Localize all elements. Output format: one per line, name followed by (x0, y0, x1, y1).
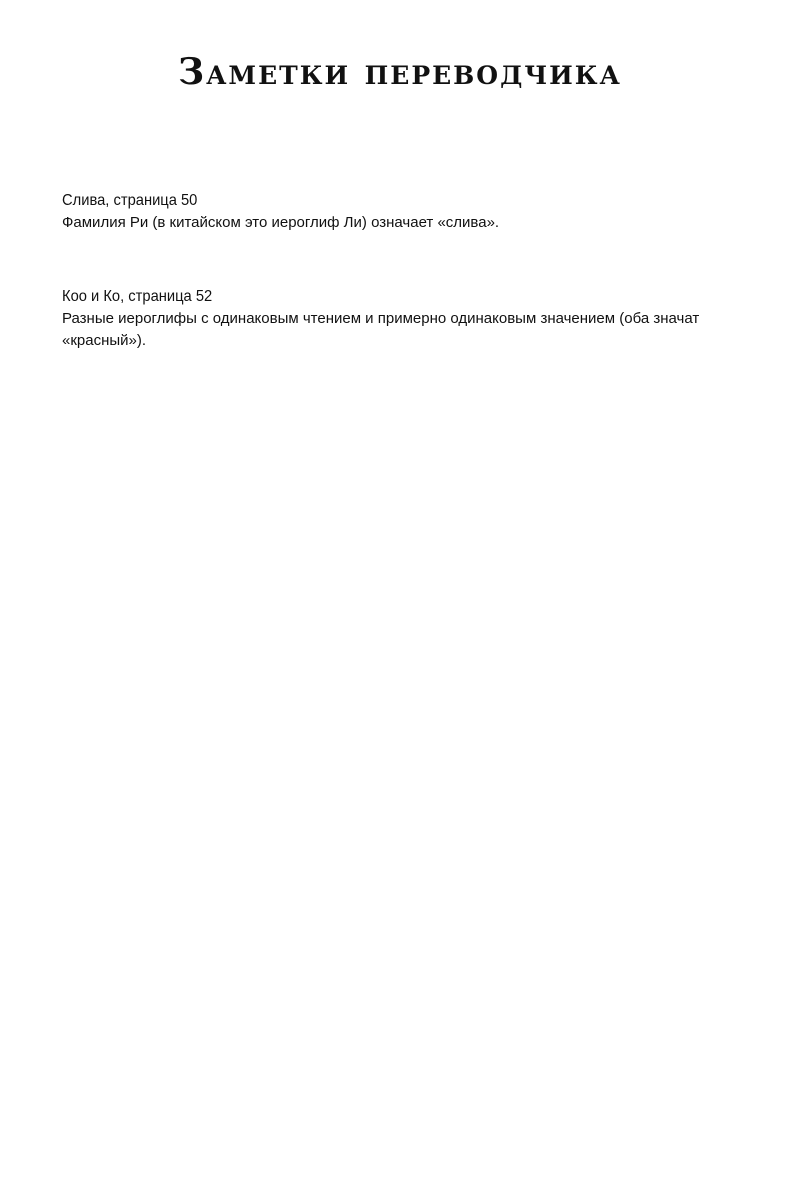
note-heading: Коо и Ко, страница 52 (62, 288, 213, 305)
note-body: Разные иероглифы с одинаковым чтением и примерно одинаковым значением (оба значат «красный»). (62, 310, 700, 349)
page-title: Заметки переводчика (178, 51, 622, 93)
note-item (62, 190, 730, 234)
note-item (62, 286, 730, 352)
note-body: Фамилия Ри (в китайском это иероглиф Ли) означает «слива». (62, 214, 500, 231)
note-heading: Слива, страница 50 (62, 192, 198, 209)
translator-notes (62, 190, 730, 404)
